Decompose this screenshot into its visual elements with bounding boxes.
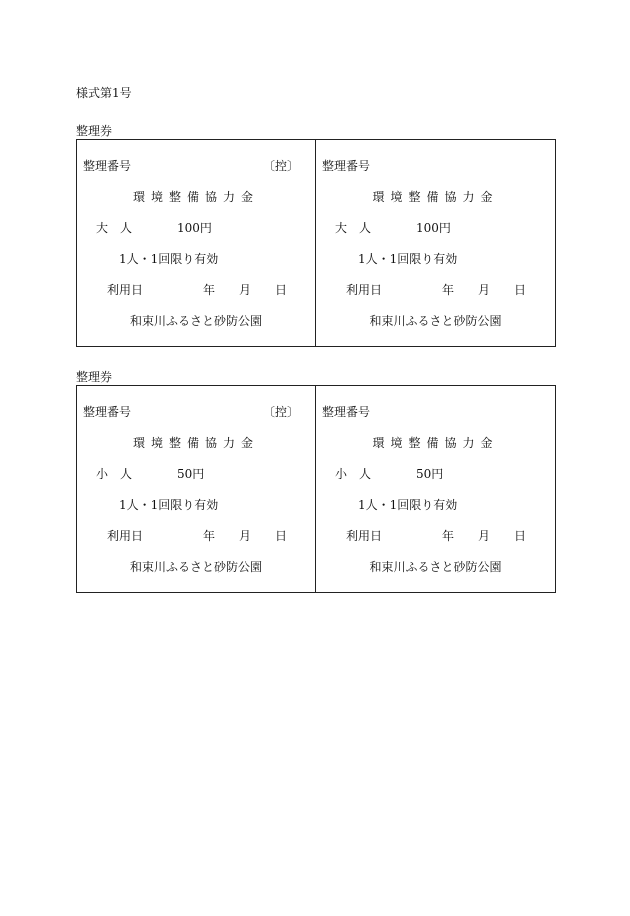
ticket-table-child [76,385,556,593]
ticket-title: 環境整備協力金 [132,436,259,450]
month-unit: 月 [478,529,491,543]
year-unit: 年 [203,283,216,297]
usage-date-label: 利用日 [107,529,144,543]
ticket-stub-child [77,386,316,592]
ticket-title: 環境整備協力金 [372,190,499,204]
fare-amount: 50円 [416,467,444,481]
park-name: 和束川ふるさと砂防公園 [369,560,502,574]
year-unit: 年 [442,529,455,543]
ticket-main-child [316,386,555,592]
park-name: 和束川ふるさと砂防公園 [369,314,502,328]
ticket-title: 環境整備協力金 [372,436,499,450]
day-unit: 日 [514,283,527,297]
fare-class: 大人 [96,221,145,235]
month-unit: 月 [239,283,252,297]
ticket-stub-adult [77,140,316,346]
ticket-number-label: 整理番号 [322,159,371,173]
fare-class: 小人 [96,467,145,481]
month-unit: 月 [239,529,252,543]
ticket-table-adult [76,139,556,347]
day-unit: 日 [275,529,288,543]
section-label-child: 整理券 [76,370,113,384]
year-unit: 年 [442,283,455,297]
day-unit: 日 [275,283,288,297]
fare-amount: 100円 [177,221,212,235]
validity-text: 1人・1回限り有効 [119,498,219,512]
park-name: 和束川ふるさと砂防公園 [129,314,262,328]
section-label-adult: 整理券 [76,124,113,138]
day-unit: 日 [514,529,527,543]
fare-amount: 100円 [416,221,451,235]
park-name: 和束川ふるさと砂防公園 [129,560,262,574]
ticket-number-label: 整理番号 [83,405,132,419]
form-number: 様式第1号 [76,86,132,100]
year-unit: 年 [203,529,216,543]
copy-mark: 〔控〕 [262,159,299,173]
usage-date-label: 利用日 [346,283,383,297]
usage-date-label: 利用日 [107,283,144,297]
fare-class: 小人 [335,467,384,481]
ticket-main-adult [316,140,555,346]
validity-text: 1人・1回限り有効 [358,498,458,512]
validity-text: 1人・1回限り有効 [358,252,458,266]
ticket-title: 環境整備協力金 [132,190,259,204]
fare-class: 大人 [335,221,384,235]
ticket-number-label: 整理番号 [83,159,132,173]
usage-date-label: 利用日 [346,529,383,543]
ticket-number-label: 整理番号 [322,405,371,419]
validity-text: 1人・1回限り有効 [119,252,219,266]
copy-mark: 〔控〕 [262,405,299,419]
fare-amount: 50円 [177,467,205,481]
month-unit: 月 [478,283,491,297]
